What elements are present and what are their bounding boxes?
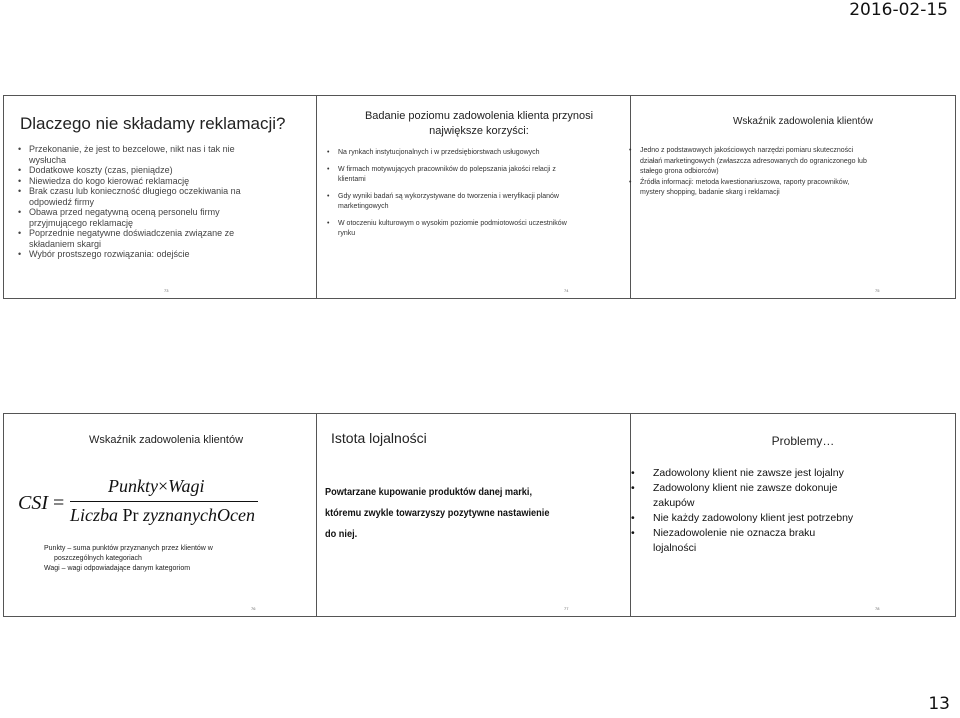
note-line: poszczególnych kategoriach [54, 555, 142, 562]
note-line: Wagi – wagi odpowiadające danym kategoriom [44, 565, 191, 572]
text-line: któremu zwykle towarzyszy pozytywne nastawienie [325, 508, 550, 519]
note-line: Punkty – suma punktów przyznanych przez klientów w [44, 545, 213, 552]
fraction-bar [70, 501, 258, 502]
page-number: 13 [928, 694, 950, 714]
slide-title: Badanie poziomu zadowolenia klienta przynosi największe korzyści: [364, 110, 594, 137]
list-item: • Poprzednie negatywne doświadczenia związane ze składaniem skargi [18, 228, 258, 249]
slide-73 [3, 95, 329, 299]
list-item: • W firmach motywujących pracowników do polepszania jakości relacji z klientami [327, 165, 572, 186]
bullet-list [629, 146, 869, 199]
slide-title: Problemy… [771, 434, 835, 448]
slide-title: Dlaczego nie składamy reklamacji? [20, 114, 286, 133]
formula-numerator: Punkty×Wagi [108, 476, 205, 496]
slide-76 [3, 413, 329, 617]
list-item: • Zadowolony klient nie zawsze dokonuje zakupów [631, 481, 861, 511]
slide-number: 75 [875, 288, 880, 293]
slide-title: Wskaźnik zadowolenia klientów [88, 434, 244, 446]
bullet-list [327, 148, 572, 240]
list-item: • Dodatkowe koszty (czas, pieniądze) [18, 165, 258, 176]
list-item: • Gdy wyniki badań są wykorzystywane do tworzenia i weryfikacji planów marketingowych [327, 192, 572, 213]
bullet-list [18, 144, 258, 260]
list-item: • Niezadowolenie nie oznacza braku lojalności [631, 526, 861, 556]
text-line: Powtarzane kupowanie produktów danej marki, [325, 487, 533, 498]
definition-text [325, 482, 601, 545]
slide-number: 73 [164, 288, 169, 293]
slide-78 [630, 413, 956, 617]
text-line: do niej. [325, 529, 358, 540]
slide-77 [316, 413, 642, 617]
formula-lhs: CSI = [18, 492, 65, 514]
list-item: • Przekonanie, że jest to bezcelowe, nikt nas i tak nie wysłucha [18, 144, 258, 165]
slide-75 [630, 95, 956, 299]
slide-74 [316, 95, 642, 299]
list-item: • Zadowolony klient nie zawsze jest lojalny [631, 466, 861, 481]
list-item: • Brak czasu lub konieczność długiego oczekiwania na odpowiedź firmy [18, 186, 258, 207]
list-item: • Jedno z podstawowych jakościowych narzędzi pomiaru skuteczności działań marketingowych (zwłaszcza adresowanych do ograniczonego lub stałego grona odbiorców) [629, 146, 869, 178]
list-item: • Obawa przed negatywną oceną personelu firmy przyjmującego reklamację [18, 207, 258, 228]
slide-title: Istota lojalności [331, 430, 427, 446]
formula-notes [44, 544, 213, 574]
print-date: 2016-02-15 [849, 0, 948, 20]
list-item: • Na rynkach instytucjonalnych i w przedsiębiorstwach usługowych [327, 148, 572, 159]
list-item: • Niewiedza do kogo kierować reklamację [18, 176, 258, 187]
slide-title: Wskaźnik zadowolenia klientów [732, 116, 874, 127]
slide-number: 74 [564, 288, 569, 293]
slide-number: 76 [251, 606, 256, 611]
list-item: • Wybór prostszego rozwiązania: odejście [18, 249, 258, 260]
bullet-list [631, 466, 861, 556]
formula-denominator: Liczba Pr zyznanychOcen [70, 505, 255, 525]
slide-number: 77 [564, 606, 569, 611]
list-item: • Nie każdy zadowolony klient jest potrzebny [631, 511, 861, 526]
list-item: • Źródła informacji: metoda kwestionariuszowa, raporty pracowników, mystery shopping, badanie skarg i reklamacji [629, 178, 869, 199]
list-item: • W otoczeniu kulturowym o wysokim poziomie podmiotowości uczestników rynku [327, 219, 572, 240]
slide-number: 78 [875, 606, 880, 611]
